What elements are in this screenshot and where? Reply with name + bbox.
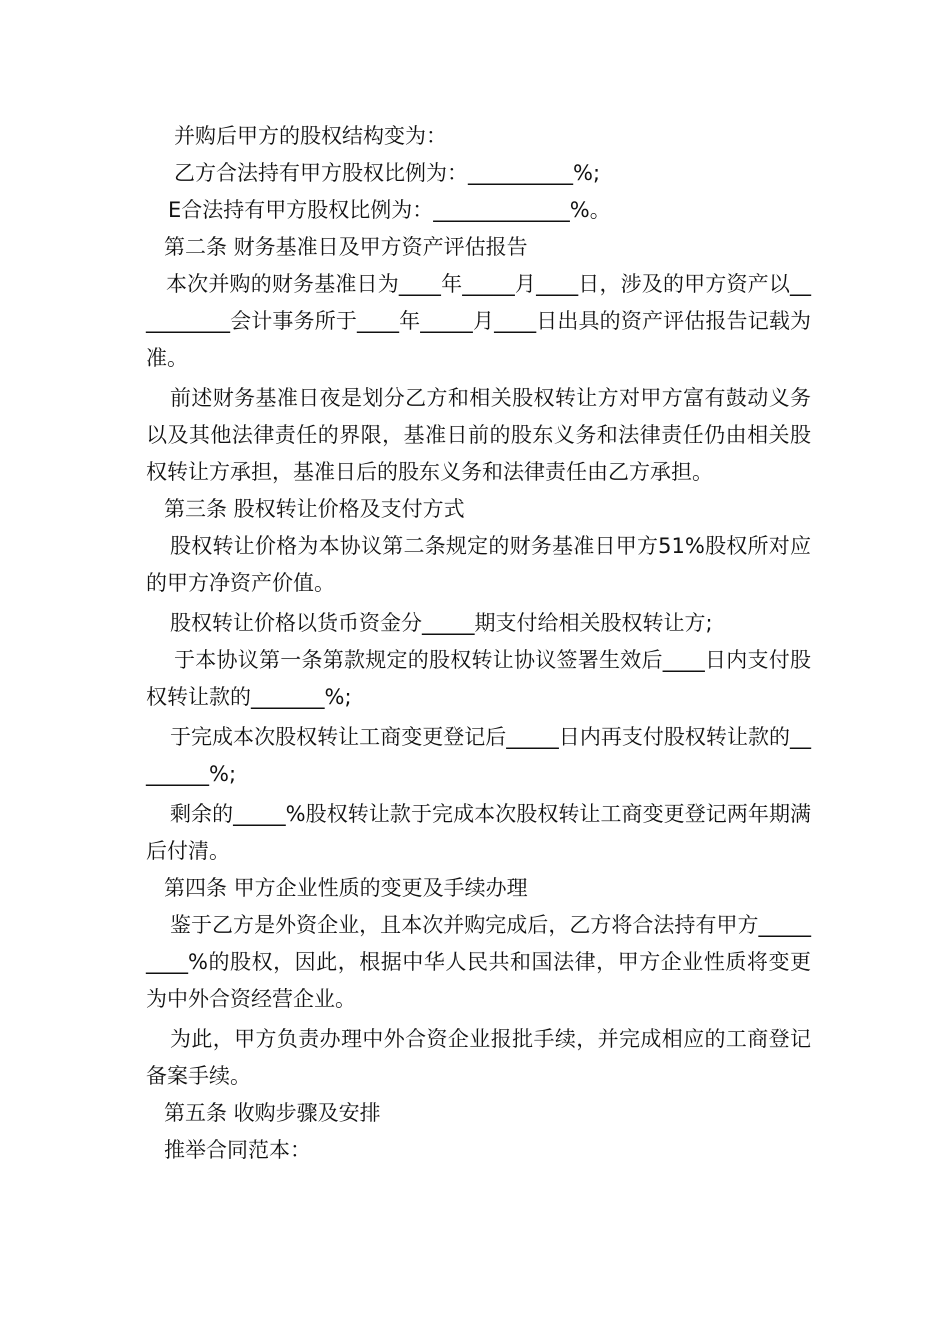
paragraph-base-date-liability: 前述财务基准日夜是划分乙方和相关股权转让方对甲方富有鼓动义务以及其他法律责任的界限，基准日前的股东义务和法律责任仍由相关股权转让方承担，基准日后的股东义务和法律责任由乙方承担。 [146, 386, 811, 484]
article-2-heading: 第二条 财务基准日及甲方资产评估报告 [164, 235, 528, 259]
document-body [146, 118, 811, 1169]
paragraph-party-b-equity-ratio: 乙方合法持有甲方股权比例为：__________%; [174, 161, 601, 185]
paragraph-contract-template: 推举合同范本： [164, 1138, 311, 1162]
paragraph-equity-structure-intro: 并购后甲方的股权结构变为： [174, 124, 447, 148]
article-5-heading: 第五条 收购步骤及安排 [164, 1101, 381, 1125]
paragraph-first-payment: 于本协议第一条第款规定的股权转让协议签署生效后____日内支付股权转让款的_______%; [146, 648, 811, 709]
paragraph-payment-installments: 股权转让价格以货币资金分_____期支付给相关股权转让方; [170, 611, 713, 635]
paragraph-e-equity-ratio: E合法持有甲方股权比例为：_____________%。 [168, 198, 611, 222]
paragraph-financial-base-date: 本次并购的财务基准日为____年_____月____日，涉及的甲方资产以__________会计事务所于____年_____月____日出具的资产评估报告记载为准。 [146, 272, 811, 370]
paragraph-second-payment: 于完成本次股权转让工商变更登记后_____日内再支付股权转让款的________%; [146, 725, 811, 786]
paragraph-enterprise-nature-change: 鉴于乙方是外资企业，且本次并购完成后，乙方将合法持有甲方_________%的股权，因此，根据中华人民共和国法律，甲方企业性质将变更为中外合资经营企业。 [146, 913, 811, 1011]
article-4-heading: 第四条 甲方企业性质的变更及手续办理 [164, 876, 528, 900]
article-3-heading: 第三条 股权转让价格及支付方式 [164, 497, 465, 521]
paragraph-transfer-price: 股权转让价格为本协议第二条规定的财务基准日甲方51%股权所对应的甲方净资产价值。 [146, 534, 811, 595]
paragraph-approval-procedures: 为此，甲方负责办理中外合资企业报批手续，并完成相应的工商登记备案手续。 [146, 1027, 811, 1088]
paragraph-remaining-payment: 剩余的_____%股权转让款于完成本次股权转让工商变更登记两年期满后付清。 [146, 802, 811, 863]
